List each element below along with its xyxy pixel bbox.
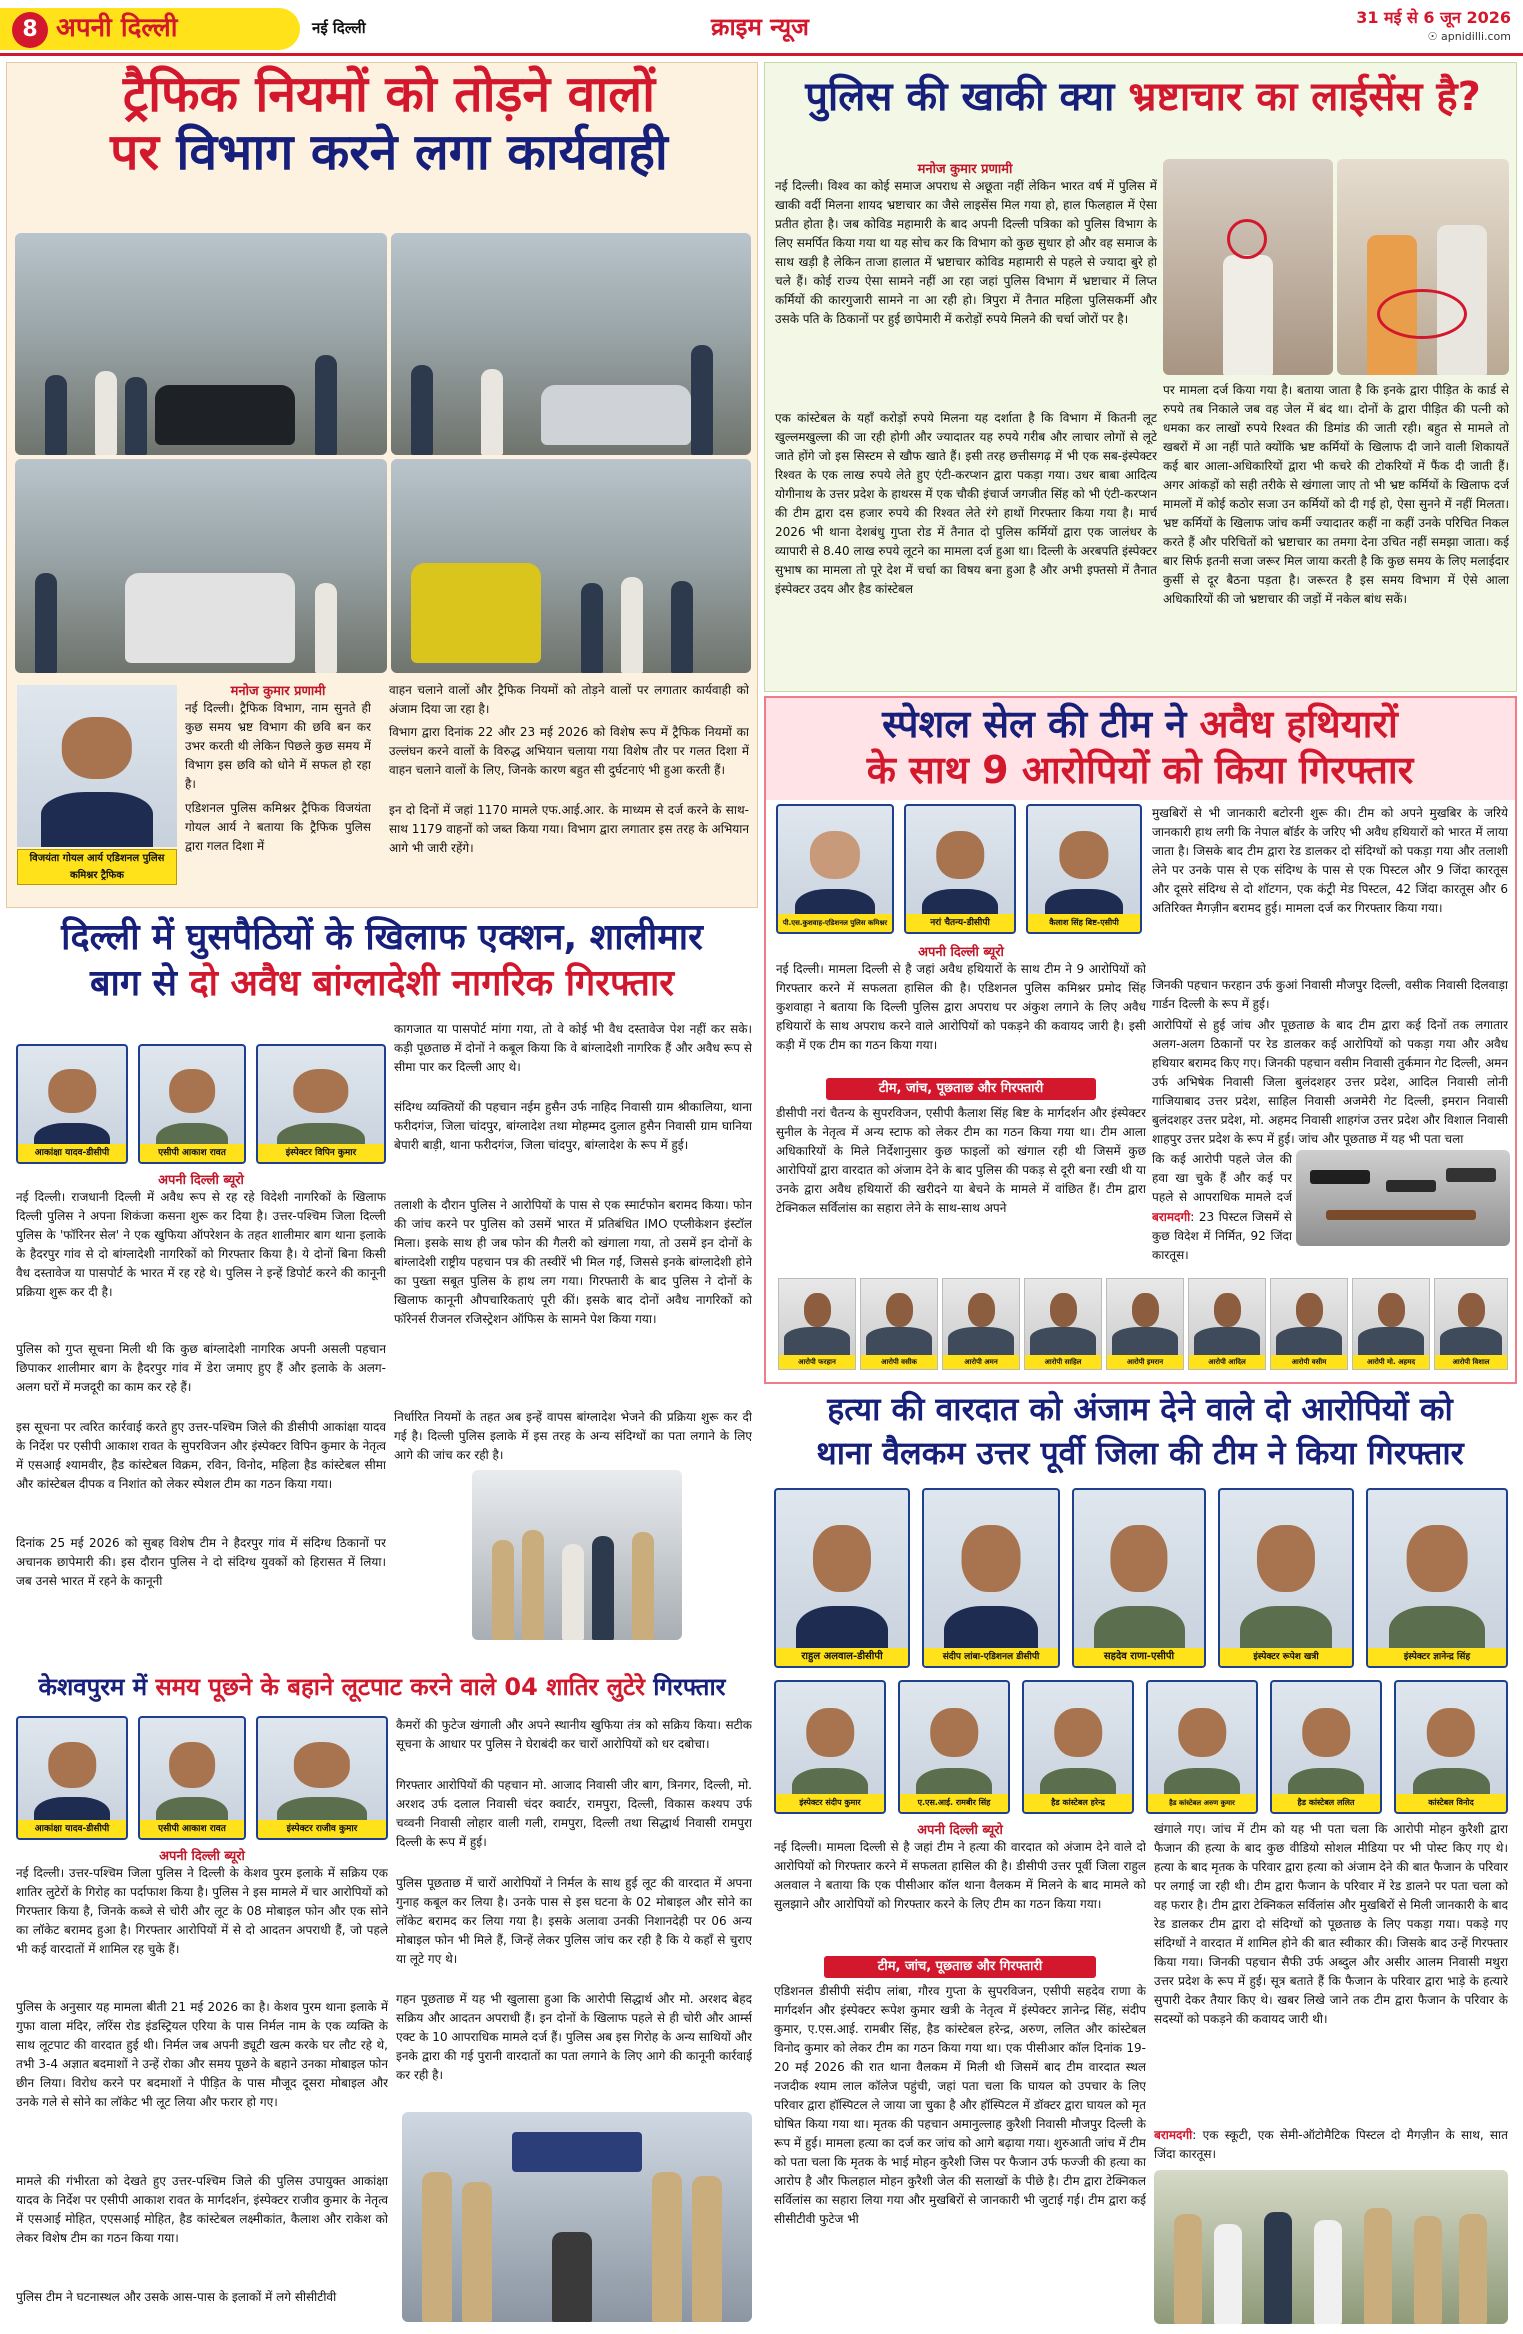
accused-1	[778, 1278, 856, 1370]
ghuspaithiye-officer-2-caption: एसीपी आकाश रावत	[140, 1144, 244, 1162]
special-cell-officer-3-caption: कैलाश सिंह बिष्ट-एसीपी	[1028, 914, 1140, 932]
issue-date: 31 मई से 6 जून 2026	[1356, 8, 1511, 27]
special-cell-weapons-photo	[1296, 1150, 1510, 1246]
welcome-group-photo	[1154, 2170, 1508, 2324]
special-cell-para-5: आरोपियों से हुई जांच और पूछताछ के बाद टीम द्वारा कई दिनों तक लगातार अलग-अलग ठिकानों पर रेड डालकर कई आरोपियों को पकड़ा गया और अवैध हथियार बरामद किए गए। जिनकी पहचान वसीम निवासी तुर्कमान गेट दिल्ली, अमन उर्फ अभिषेक निवासी जिला बुलंदशहर उत्तर प्रदेश, आदिल निवासी लोनी गाजियाबाद उत्तर प्रदेश, साहिल निवासी अजमेरी गेट दिल्ली, इमरान निवासी बुलंदशहर उत्तर प्रदेश, मो. अहमद निवासी शाहगंज उत्तर प्रदेश और विशाल निवासी शाहपुर उत्तर प्रदेश के रूप में हुई। जांच और पूछताछ में यह भी पता चला	[1152, 1018, 1508, 1146]
ghuspaithiye-officer-3	[256, 1044, 386, 1164]
welcome-staff-2	[898, 1680, 1010, 1814]
traffic-headline-2-red: पर	[110, 123, 159, 181]
khaki-para-2: एक कांस्टेबल के यहाँ करोड़ों रुपये मिलना यह दर्शाता है कि विभाग में कितनी लूट खुल्लमखुल्ला की जा रही होगी और ज्यादातर यह रुपये गरीब और लाचार लोगों से लूटे जाते होंगे जो इस सिस्टम से खौफ खाते हैं। इसी तरह छत्तीसगढ़ में भी एक सब-इंस्पेक्टर रिश्वत के एक लाख रुपये लेते हुए एंटी-करप्शन द्वारा पकड़ा गया। उधर बाबा आदित्य योगीनाथ के उत्तर प्रदेश के हाथरस में एक चौकी इंचार्ज जगजीत सिंह को भी एंटी-करप्शन की टीम द्वारा दस हजार रुपये की रिश्वत लेते रंगे हाथों गिरफ्तार किया गया है। मार्च 2026 भी थाना देशबंधु गुप्ता रोड में तैनात दो पुलिस कर्मियों द्वारा एक जालंधर के व्यापारी से 8.40 लाख रुपये लूटने का मामला दर्ज हुआ था। दिल्ली के अरबपति इंस्पेक्टर सुभाष का मामला तो पूरे देश में चर्चा का विषय बना हुआ है और अभी इफ्तसो में तैनात इंस्पेक्टर उदय और हैड कांस्टेबल	[775, 411, 1157, 596]
special-cell-officer-3	[1026, 804, 1142, 934]
welcome-staff-3-caption: हैड कांस्टेबल हरेन्द्र	[1024, 1794, 1132, 1812]
special-cell-headline-1	[770, 704, 1510, 746]
special-cell-officer-1	[776, 804, 894, 934]
welcome-recovery-text: : एक स्कूटी, एक सेमी-ऑटोमैटिक पिस्टल दो मैगज़ीन के साथ, सात जिंदा कारतूस।	[1154, 2128, 1508, 2161]
special-cell-article	[764, 696, 1517, 1384]
accused-strip	[770, 1268, 1512, 1380]
accused-2	[860, 1278, 938, 1370]
accused-6-label: आरोपी आदिल	[1189, 1355, 1265, 1369]
khaki-headline-red: भ्रष्टाचार का लाईसेंस है?	[1128, 74, 1481, 120]
khaki-para-3: पर मामला दर्ज किया गया है। बताया जाता है कि इनके द्वारा पीड़ित के कार्ड से रुपये तब निकाले जब वह जेल में बंद था। दोनों के द्वारा पीड़ित की पत्नी को धमका कर लाखों रुपये रिश्वत की डिमांड की जाती रही। बहुत से मामले तो खबरों में आ नहीं पाते क्योंकि भ्रष्ट कर्मियों के खिलाफ दी जाने वाली शिकायतें कई बार आला-अधिकारियों द्वारा भी कचरे की टोकरियों में फैंक दी जाती हैं। अगर आंकड़ों को सही तरीके से खंगाला जाए तो भी भ्रष्ट कर्मियों के खिलाफ दर्ज मामलों में कोई कठोर सजा उन कर्मियों को दी गई हो, ऐसा सुनने में नहीं मिलता। भ्रष्ट कर्मियों के खिलाफ जांच कर्मी ज्यादातर कहीं ना कहीं उनके परिचित निकल करते हैं और परिचितों को भ्रष्टाचार का तमगा देना उचित नहीं समझा जाता। कई बार सिर्फ इतनी सजा जरूर मिल जाया करती है कि कुछ समय के लिए मलाईदार कुर्सी से दूर बैठना पड़ता है। जरूरत है इस समय विभाग में ऐसे आला अधिकारियों की जो भ्रष्टाचार की जड़ों में नकेल बांध सकें।	[1163, 383, 1509, 606]
welcome-article	[764, 1388, 1517, 2330]
special-cell-para-1: नई दिल्ली। मामला दिल्ली से है जहां अवैध हथियारों के साथ टीम ने 9 आरोपियों को गिरफ्तार करने में सफलता हासिल की है। एडिशनल पुलिस कमिश्नर प्रमोद सिंह कुशवाहा ने बताया कि दिल्ली पुलिस द्वारा अपराध पर अंकुश लगाने के लिए अवैध हथियारों के साथ अपराध करने वाले आरोपियों को पकड़ने की कवायद जारी है। इसी कड़ी में एक टीम का गठन किया गया।	[776, 962, 1146, 1052]
keshavpuram-para-6: गिरफ्तार आरोपियों की पहचान मो. आजाद निवासी जीर बाग, त्रिनगर, दिल्ली, मो. अरशद उर्फ दलाल निवासी चंदर क्वार्टर, रामपुरा, दिल्ली, विकास कश्यप उर्फ चव्वनी निवासी लोहार वाली गली, रामपुरा, दिल्ली तथा सिद्धार्थ निवासी रामपुरा दिल्ली के रूप में हुई।	[396, 1778, 752, 1849]
welcome-officer-5	[1366, 1488, 1508, 1668]
special-cell-officer-1-caption: पी.एस.कुशवाह-एडिशनल पुलिस कमिश्नर	[778, 914, 892, 932]
special-cell-subhead: टीम, जांच, पूछताछ और गिरफ्तारी	[826, 1078, 1096, 1100]
khaki-photo-1	[1163, 159, 1333, 375]
keshavpuram-officer-3-caption: इंस्पेक्टर राजीव कुमार	[258, 1820, 386, 1838]
welcome-officer-1	[774, 1488, 910, 1668]
welcome-para-3: खंगाले गए। जांच में टीम को यह भी पता चला कि आरोपी मोहन कुरैशी द्वारा फैजान की हत्या के बाद कुछ वीडियो सोशल मीडिया पर भी पोस्ट किए गए थे। हत्या के बाद मृतक के परिवार द्वारा हत्या को अंजाम देने की बात फैजान के परिवार पर लगाई जा रही थी। टीम द्वारा फैजान के परिवार में रेड डालने पर पता चला को वह फरार है। टीम द्वारा टेक्निकल सर्विलांस और मुखबिरों से मिली जानकारी के बाद रेड डालकर टीम द्वारा दो संदिग्धों को पूछताछ के लिए पकड़ा गया। पकड़े गए संदिग्धों ने वारदात में शामिल होने की बात स्वीकार की। जिसके बाद उन्हें गिरफ्तार किया गया। जिनकी पहचान सैफी उर्फ अब्दुल और असीर आलम निवासी मथुरा उत्तर प्रदेश के रूप में हुई। सूत्र बताते हैं कि फैजान के परिवार द्वारा भाड़े के हत्यारे सुपारी देकर तैयार किए थे। खबर लिखे जाने तक टीम द्वारा फैजान के परिवार के सदस्यों को पकड़ने की कवायद जारी थी।	[1154, 1822, 1508, 2026]
keshavpuram-officer-2	[138, 1716, 246, 1840]
section-title: अपनी दिल्ली	[56, 13, 178, 43]
keshavpuram-para-7: पुलिस पूछताछ में चारों आरोपियों ने निर्मल के साथ हुई लूट की वारदात में अपना गुनाह कबूल कर लिया है। उनके पास से इस घटना के 02 मोबाइल और सोने का लॉकेट बरामद कर लिया गया है। इसके अलावा उनकी निशानदेही पर 06 अन्य मोबाइल फोन भी मिले हैं, जिन्हें लेकर पुलिस जांच कर रही है कि ये कहाँ से चुराए या लूटे गए थे।	[396, 1876, 752, 1966]
welcome-staff-3	[1022, 1680, 1134, 1814]
accused-9	[1434, 1278, 1508, 1370]
ghuspaithiye-para-8: निर्धारित नियमों के तहत अब इन्हें वापस बांग्लादेश भेजने की प्रक्रिया शुरू कर दी गई है। दिल्ली पुलिस इलाके में इस तरह के अन्य संदिग्धों का पता लगाने के लिए आगे की जांच कर रही है।	[394, 1410, 752, 1462]
traffic-photo-1	[15, 233, 387, 455]
khaki-headline-blue: पुलिस की खाकी क्या	[805, 74, 1115, 120]
traffic-officer-caption: विजयंता गोयल आर्य एडिशनल पुलिस कमिश्नर ट्रैफिक	[17, 849, 177, 885]
accused-3-label: आरोपी अमन	[943, 1355, 1019, 1369]
welcome-staff-2-caption: ए.एस.आई. रामबीर सिंह	[900, 1794, 1008, 1812]
special-cell-recovery	[1152, 1208, 1292, 1266]
keshavpuram-officer-1-caption: आकांक्षा यादव-डीसीपी	[18, 1820, 126, 1838]
accused-6	[1188, 1278, 1266, 1370]
ghuspaithiye-para-1: नई दिल्ली। राजधानी दिल्ली में अवैध रूप से रह रहे विदेशी नागरिकों के खिलाफ दिल्ली पुलिस ने अपना शिकंजा कसना शुरू कर दिया है। उत्तर-पश्चिम जिला दिल्ली पुलिस के 'फॉरिनर सेल' ने एक खुफिया ऑपरेशन के तहत शालीमार बाग थाना इलाके के हैदरपुर गांव से दो बांग्लादेशी नागरिकों को गिरफ्तार किया है। ये दोनों बिना किसी वैध दस्तावेज या पासपोर्ट के भारत में रह रहे थे। पुलिस ने इन्हें डिपोर्ट करने की कानूनी प्रक्रिया शुरू कर दी है।	[16, 1190, 386, 1299]
welcome-staff-5	[1270, 1680, 1382, 1814]
traffic-article	[6, 62, 758, 908]
traffic-para-3: वाहन चलाने वालों और ट्रैफिक नियमों को तोड़ने वालों पर लगातार कार्यवाही को अंजाम दिया जा रहा है।	[389, 683, 749, 716]
ghuspaithiye-officer-3-caption: इंस्पेक्टर विपिन कुमार	[258, 1144, 384, 1162]
special-cell-recovery-label: बरामदगी	[1152, 1210, 1191, 1224]
keshavpuram-byline: अपनी दिल्ली ब्यूरो	[159, 1849, 245, 1864]
ghuspaithiye-article	[6, 912, 758, 1662]
ghuspaithiye-officer-1	[16, 1044, 128, 1164]
traffic-headline-1: ट्रैफिक नियमों को तोड़ने वालों	[122, 65, 656, 123]
keshavpuram-para-4: पुलिस टीम ने घटनास्थल और उसके आस-पास के इलाकों में लगे सीसीटीवी	[16, 2290, 337, 2304]
welcome-staff-4	[1146, 1680, 1258, 1814]
accused-4	[1024, 1278, 1102, 1370]
accused-4-label: आरोपी साहिल	[1025, 1355, 1101, 1369]
special-cell-officer-2	[904, 804, 1016, 934]
masthead	[0, 0, 1523, 56]
welcome-staff-1-caption: इंस्पेक्टर संदीप कुमार	[776, 1794, 884, 1812]
keshavpuram-officer-3	[256, 1716, 388, 1840]
accused-7	[1270, 1278, 1348, 1370]
traffic-para-4: विभाग द्वारा दिनांक 22 और 23 मई 2026 को विशेष रूप में ट्रैफिक नियमों का उल्लंघन करने वालों के विरुद्ध अभियान चलाया गया विशेष तौर पर गलत दिशा में वाहन चलाने वालों के लिए, जिनके कारण बहुत सी दुर्घटनाएं भी हुआ करती हैं।	[389, 725, 749, 777]
special-cell-headline-2: के साथ 9 आरोपियों को किया गिरफ्तार	[866, 748, 1414, 792]
keshavpuram-para-3: मामले की गंभीरता को देखते हुए उत्तर-पश्चिम जिले की पुलिस उपायुक्त आकांक्षा यादव के निर्देश पर एसीपी आकाश रावत के मार्गदर्शन, इंस्पेक्टर राजीव कुमार के नेतृत्व में एसआई मोहित, एएसआई मोहित, हैड कांस्टेबल लक्ष्मीकांत, कैलाश और राकेश को लेकर विशेष टीम का गठन किया गया।	[16, 2174, 388, 2245]
khaki-photo-2	[1337, 159, 1509, 375]
welcome-staff-4-caption: हैड कांस्टेबल अरुण कुमार	[1148, 1794, 1256, 1812]
keshavpuram-group-photo	[402, 2112, 752, 2322]
ghuspaithiye-headline-2-red: दो अवैध बांग्लादेशी नागरिक गिरफ्तार	[189, 963, 674, 1004]
special-cell-headline-1-red: अवैध हथियारों	[1199, 702, 1398, 746]
special-cell-officer-2-caption: नरां चैतन्य-डीसीपी	[906, 914, 1014, 932]
traffic-para-1: नई दिल्ली। ट्रैफिक विभाग, नाम सुनते ही कुछ समय भ्रष्ट विभाग की छवि बन कर उभर करती थी लेकिन पिछले कुछ समय में विभाग इस छवि को धोने में सफल हो रहा है।	[185, 701, 371, 791]
ghuspaithiye-headline-1: दिल्ली में घुसपैठियों के खिलाफ एक्शन, शालीमार	[61, 917, 703, 958]
welcome-officer-2	[922, 1488, 1060, 1668]
welcome-staff-1	[774, 1680, 886, 1814]
welcome-subhead: टीम, जांच, पूछताछ और गिरफ्तारी	[824, 1956, 1096, 1978]
site-url-text: apnidilli.com	[1441, 30, 1511, 43]
special-cell-byline: अपनी दिल्ली ब्यूरो	[918, 945, 1004, 960]
keshavpuram-para-1: नई दिल्ली। उत्तर-पश्चिम जिला पुलिस ने दिल्ली के केशव पुरम इलाके में सक्रिय एक शातिर लुटेरों के गिरोह का पर्दाफाश किया है। पुलिस ने इस मामले में चार आरोपियों को गिरफ्तार किया है, जिनके कब्जे से चोरी और लूट के 08 मोबाइल फोन और एक सोने का लॉकेट बरामद हुआ है। गिरफ्तार आरोपियों में से दो आदतन अपराधी हैं, जो पहले भी कई वारदातों में शामिल रह चुके हैं।	[16, 1866, 388, 1956]
ghuspaithiye-officer-1-caption: आकांक्षा यादव-डीसीपी	[18, 1144, 126, 1162]
keshavpuram-article	[6, 1668, 758, 2330]
ghuspaithiye-officer-2	[138, 1044, 246, 1164]
welcome-officer-1-caption: राहुल अलवाल-डीसीपी	[776, 1648, 908, 1666]
ghuspaithiye-para-4: दिनांक 25 मई 2026 को सुबह विशेष टीम ने हैदरपुर गांव में संदिग्ध ठिकानों पर अचानक छापेमारी की। इस दौरान पुलिस ने दो संदिग्ध युवकों को हिरासत में लिया। जब उनसे भारत में रहने के कानूनी	[16, 1536, 386, 1588]
accused-8-label: आरोपी मो. अहमद	[1353, 1355, 1429, 1369]
city-label: नई दिल्ली	[312, 19, 366, 37]
keshavpuram-headline-tail: गिरफ्तार	[653, 1673, 726, 1701]
accused-3	[942, 1278, 1020, 1370]
welcome-officer-3-caption: सहदेव राणा-एसीपी	[1074, 1648, 1204, 1666]
site-url[interactable]	[1428, 30, 1511, 43]
globe-icon: ☉	[1427, 30, 1438, 43]
special-cell-para-2: डीसीपी नरां चैतन्य के सुपरविजन, एसीपी कैलाश सिंह बिष्ट के मार्गदर्शन और इंस्पेक्टर सुनील के नेतृत्व में अन्य स्टाफ को लेकर टीम का गठन किया गया था। टीम आला अधिकारियों के मिले निर्देशानुसार कुछ फाइलों को खंगाल रही थी जिसमें कुछ आरोपियों द्वारा वारदात को अंजाम देने के बाद पुलिस की पकड़ से दूरी बना रखी थी या उनके द्वारा अवैध हथियारों की खरीदने या बेचने के मामले में वांछित हैं। टीम द्वारा टेक्निकल सर्विलांस का सहारा लेने के साथ-साथ अपने	[776, 1106, 1146, 1215]
welcome-recovery-label: बरामदगी	[1154, 2128, 1193, 2142]
traffic-photo-3	[15, 459, 387, 673]
khaki-article	[764, 62, 1517, 692]
keshavpuram-headline-blue: केशवपुरम में	[38, 1673, 148, 1701]
khaki-para-1: नई दिल्ली। विश्व का कोई समाज अपराध से अछूता नहीं लेकिन भारत वर्ष में पुलिस में खाकी वर्दी मिलना शायद भ्रष्टाचार का जैसे लाइसेंस मिल गया हो, हाल फिलहाल में ऐसा प्रतीत होता है। जब कोविड महामारी के बाद अपनी दिल्ली पत्रिका को पुलिस विभाग के लिए समर्पित किया गया था यह सोच कर कि विभाग को कुछ सुधार हो और वह समाज के साथ खड़ी है लेकिन ताजा हालात में भ्रष्टाचार कोविड महामारी से पहले से ज्यादा बुरे हो चले हैं। कोई राज्य ऐसा सामने नहीं आ रहा जहां पुलिस विभाग में भ्रष्टाचार में लिप्त कर्मियों की कारगुजारी सामने ना आ रही हो। त्रिपुरा में तैनात महिला पुलिसकर्मी और उसके पति के ठिकानों पर हुई छापेमारी में करोड़ों रुपये मिलने की चर्चा जोरों पर है।	[775, 179, 1157, 326]
special-cell-headline-1-blue: स्पेशल सेल की टीम ने	[882, 702, 1187, 746]
center-title: क्राइम न्यूज	[711, 13, 809, 41]
welcome-officer-5-caption: इंस्पेक्टर ज्ञानेन्द्र सिंह	[1368, 1648, 1506, 1666]
welcome-officer-3	[1072, 1488, 1206, 1668]
special-cell-recovery-text: : 23 पिस्टल जिसमें से कुछ विदेश में निर्मित, 92 जिंदा कारतूस।	[1152, 1210, 1292, 1262]
khaki-headline	[773, 75, 1513, 119]
ghuspaithiye-para-3: इस सूचना पर त्वरित कार्रवाई करते हुए उत्तर-पश्चिम जिले की डीसीपी आकांक्षा यादव के निर्देश पर एसीपी आकाश रावत के सुपरविजन और इंस्पेक्टर विपिन कुमार के नेतृत्व में एसआई श्यामवीर, हैड कांस्टेबल विक्रम, रविन, विनोद, महिला हैड कांस्टेबल सीमा और कांस्टेबल दीपक व निशांत को लेकर स्पेशल टीम का गठन किया गया।	[16, 1420, 386, 1491]
accused-8	[1352, 1278, 1430, 1370]
accused-1-label: आरोपी फरहान	[779, 1355, 855, 1369]
welcome-headline-1: हत्या की वारदात को अंजाम देने वाले दो आरोपियों को	[827, 1390, 1453, 1428]
keshavpuram-para-8: गहन पूछताछ में यह भी खुलासा हुआ कि आरोपी सिद्धार्थ और मो. अरशद बेहद सक्रिय और आदतन अपराधी हैं। इन दोनों के खिलाफ पहले से ही चोरी और आर्म्स एक्ट के 10 आपराधिक मामले दर्ज हैं। पुलिस अब इस गिरोह के अन्य साथियों और इनके द्वारा की गई पुरानी वारदातों का पता लगाने के लिए आगे की कानूनी कार्रवाई कर रही है।	[396, 1992, 752, 2082]
ghuspaithiye-group-photo	[472, 1470, 682, 1640]
keshavpuram-para-5: कैमरों की फुटेज खंगाली और अपने स्थानीय खुफिया तंत्र को सक्रिय किया। सटीक सूचना के आधार पर पुलिस ने घेराबंदी कर चारों आरोपियों को धर दबोचा।	[396, 1718, 752, 1751]
traffic-byline: मनोज कुमार प्रणामी	[230, 684, 326, 699]
traffic-headline-2-blue: विभाग करने लगा कार्यवाही	[176, 123, 668, 181]
welcome-staff-6-caption: कांस्टेबल विनोद	[1396, 1794, 1506, 1812]
keshavpuram-headline-red: समय पूछने के बहाने लूटपाट करने वाले 04 शातिर लुटेरे	[155, 1673, 645, 1701]
ghuspaithiye-headline-2-blue: बाग से	[89, 963, 178, 1004]
traffic-para-5: इन दो दिनों में जहां 1170 मामले एफ.आई.आर. के माध्यम से दर्ज करने के साथ-साथ 1179 वाहनों को जब्त किया गया। विभाग द्वारा लगातार इस तरह के अभियान आगे भी जारी रहेंगे।	[389, 803, 749, 855]
accused-5	[1106, 1278, 1184, 1370]
accused-9-label: आरोपी विशाल	[1435, 1355, 1507, 1369]
welcome-recovery	[1154, 2126, 1508, 2166]
traffic-photo-2	[391, 233, 751, 455]
welcome-para-1: नई दिल्ली। मामला दिल्ली से है जहां टीम ने हत्या की वारदात को अंजाम देने वाले दो आरोपियों को गिरफ्तार करने में सफलता हासिल की है। डीसीपी उत्तर पूर्वी जिला राहुल अलवाल ने बताया कि एक पीसीआर कॉल थाना वैलकम में मिलने के बाद मामले को सुलझाने और आरोपियों को गिरफ्तार करने के लिए टीम का गठन किया गया।	[774, 1840, 1146, 1911]
ghuspaithiye-para-7: तलाशी के दौरान पुलिस ने आरोपियों के पास से एक स्मार्टफोन बरामद किया। फोन की जांच करने पर पुलिस को उसमें भारत में प्रतिबंधित IMO एप्लीकेशन इंस्टॉल मिला। इसके साथ ही जब फोन की गैलरी को खंगाला गया, तो उसमें इन दोनों के बांग्लादेशी राष्ट्रीय पहचान पत्र की तस्वीरें भी मिल गईं, जिससे इनके बांग्लादेशी होने का पुख्ता सबूत पुलिस के हाथ लग गया। गिरफ्तारी के बाद पुलिस ने दोनों के खिलाफ कानूनी औपचारिकताएं पूरी कीं। इसके बाद दोनों अवैध नागरिकों को फॉरेनर्स रीजनल रजिस्ट्रेशन ऑफिस के सामने पेश किया गया।	[394, 1198, 752, 1326]
special-cell-para-3: मुखबिरों से भी जानकारी बटोरनी शुरू की। टीम को अपने मुखबिर के जरिये जानकारी हाथ लगी कि नेपाल बॉर्डर के जरिए भी अवैध हथियारों को भारत में लाया जाता है। जिसके बाद टीम द्वारा रेड डालकर दो संदिग्धों को पकड़ा गया और तलाशी लेने पर उनके पास से एक संदिग्ध के पास से एक पिस्टल और 9 जिंदा कारतूस और दूसरे संदिग्ध से दो शॉटगन, एक कंट्री मेड पिस्टल, 42 जिंदा कारतूस और 6 अतिरिक्त मैगज़ीन बरामद हुई। मामला दर्ज कर गिरफ्तार किया गया।	[1152, 806, 1508, 915]
accused-5-label: आरोपी इमरान	[1107, 1355, 1183, 1369]
accused-7-label: आरोपी वसीम	[1271, 1355, 1347, 1369]
keshavpuram-headline	[10, 1674, 754, 1700]
ghuspaithiye-para-5: कागजात या पासपोर्ट मांगा गया, तो वे कोई भी वैध दस्तावेज पेश नहीं कर सके। कड़ी पूछताछ में दोनों ने कबूल किया कि वे बांग्लादेशी नागरिक हैं और अवैध रूप से सीमा पार कर दिल्ली आए थे।	[394, 1022, 752, 1074]
welcome-officer-4	[1218, 1488, 1354, 1668]
welcome-staff-6	[1394, 1680, 1508, 1814]
keshavpuram-officer-1	[16, 1716, 128, 1840]
welcome-headline-2: थाना वैलकम उत्तर पूर्वी जिला की टीम ने किया गिरफ्तार	[816, 1434, 1464, 1472]
ghuspaithiye-para-2: पुलिस को गुप्त सूचना मिली थी कि कुछ बांग्लादेशी नागरिक अपनी असली पहचान छिपाकर शालीमार बाग के हैदरपुर गांव में डेरा जमाए हुए हैं और इलाके के अलग-अलग घरों में मजदूरी का काम कर रहे हैं।	[16, 1342, 386, 1394]
page-number-badge: 8	[12, 12, 48, 48]
ghuspaithiye-headline-2	[10, 964, 754, 1004]
accused-2-label: आरोपी वसीक	[861, 1355, 937, 1369]
welcome-para-2: एडिशनल डीसीपी संदीप लांबा, गौरव गुप्ता के सुपरविजन, एसीपी सहदेव राणा के मार्गदर्शन और इंस्पेक्टर रूपेश कुमार खत्री के नेतृत्व में इंस्पेक्टर ज्ञानेन्द्र सिंह, संदीप कुमार, ए.एस.आई. रामबीर सिंह, हैड कांस्टेबल हरेन्द्र, अरुण, ललित और कांस्टेबल विनोद कुमार को लेकर टीम का गठन किया गया था। एक पीसीआर कॉल दिनांक 19-20 मई 2026 की रात थाना वैलकम में मिली थी जिसमें बाद टीम वारदात स्थल नजदीक श्याम लाल कॉलेज पहुंची, जहां पता चला कि घायल को उपचार के लिए परिवार द्वारा हॉस्पिटल ले जाया जा चुका है और हॉस्पिटल में डॉक्टर द्वारा घायल को मृत घोषित किया गया था। मृतक की पहचान अमानुल्लाह कुरैशी निवासी मौजपुर दिल्ली के रूप में हुई। मामला हत्या का दर्ज कर जांच को आगे बढ़ाया गया। शुरुआती जांच में टीम को पता चला कि मृतक के भाई मोहन कुरैशी जिस पर फैजान उर्फ फज्जी की हत्या का आरोप है और फिलहाल मोहन कुरैशी जेल की सलाखों के पीछे है। टीम द्वारा टेक्निकल सर्विलांस का सहारा लिया गया और मुखबिरों से जानकारी भी जुटाई गई। टीम द्वारा कई सीसीटीवी फुटेज भी	[774, 1984, 1146, 2226]
welcome-officer-4-caption: इंस्पेक्टर रूपेश खत्री	[1220, 1648, 1352, 1666]
welcome-officer-2-caption: संदीप लांबा-एडिशनल डीसीपी	[924, 1648, 1058, 1666]
special-cell-para-4: जिनकी पहचान फरहान उर्फ कुआं निवासी मौजपुर दिल्ली, वसीक निवासी दिलवाड़ा गार्डन दिल्ली के रूप में हुई।	[1152, 978, 1508, 1011]
keshavpuram-officer-2-caption: एसीपी आकाश रावत	[140, 1820, 244, 1838]
special-cell-para-6: कि कई आरोपी पहले जेल की हवा खा चुके हैं और कई पर पहले से आपराधिक मामले दर्ज	[1152, 1152, 1292, 1204]
khaki-byline: मनोज कुमार प्रणामी	[917, 162, 1013, 177]
ghuspaithiye-para-6: संदिग्ध व्यक्तियों की पहचान नईम हुसैन उर्फ नाहिद निवासी ग्राम श्रीकालिया, थाना फरीदगंज, जिला चांदपुर, बांग्लादेश तथा मोहम्मद दुलाल हुसैन निवासी ग्राम घानिया बेपारी बाड़ी, थाना फरीदगंज, जिला चांदपुर, बांग्लादेश के रूप में हुई।	[394, 1100, 752, 1152]
welcome-staff-5-caption: हैड कांस्टेबल ललित	[1272, 1794, 1380, 1812]
traffic-para-2: एडिशनल पुलिस कमिश्नर ट्रैफिक विजयंता गोयल आर्य ने बताया कि ट्रैफिक पुलिस द्वारा गलत दिशा में	[185, 801, 371, 853]
traffic-photo-4	[391, 459, 751, 673]
keshavpuram-para-2: पुलिस के अनुसार यह मामला बीती 21 मई 2026 का है। केशव पुरम थाना इलाके में गुफा वाला मंदिर, लॉरेंस रोड इंडस्ट्रियल एरिया के पास निर्मल नाम के एक व्यक्ति के साथ लूटपाट की वारदात हुई थी। निर्मल जब अपनी ड्यूटी खत्म करके घर लौट रहे थे, तभी 3-4 अज्ञात बदमाशों ने उन्हें रोका और समय पूछने के बहाने उनका मोबाइल फोन छीन लिया। विरोध करने पर बदमाशों ने पीड़ित के पास मौजूद दूसरा मोबाइल और उनके गले से सोने का लॉकेट भी लूट लिया और फरार हो गए।	[16, 2000, 388, 2109]
welcome-byline: अपनी दिल्ली ब्यूरो	[917, 1823, 1003, 1838]
ghuspaithiye-byline: अपनी दिल्ली ब्यूरो	[158, 1173, 244, 1188]
traffic-headline-2	[19, 125, 759, 180]
traffic-officer-photo	[17, 685, 177, 847]
